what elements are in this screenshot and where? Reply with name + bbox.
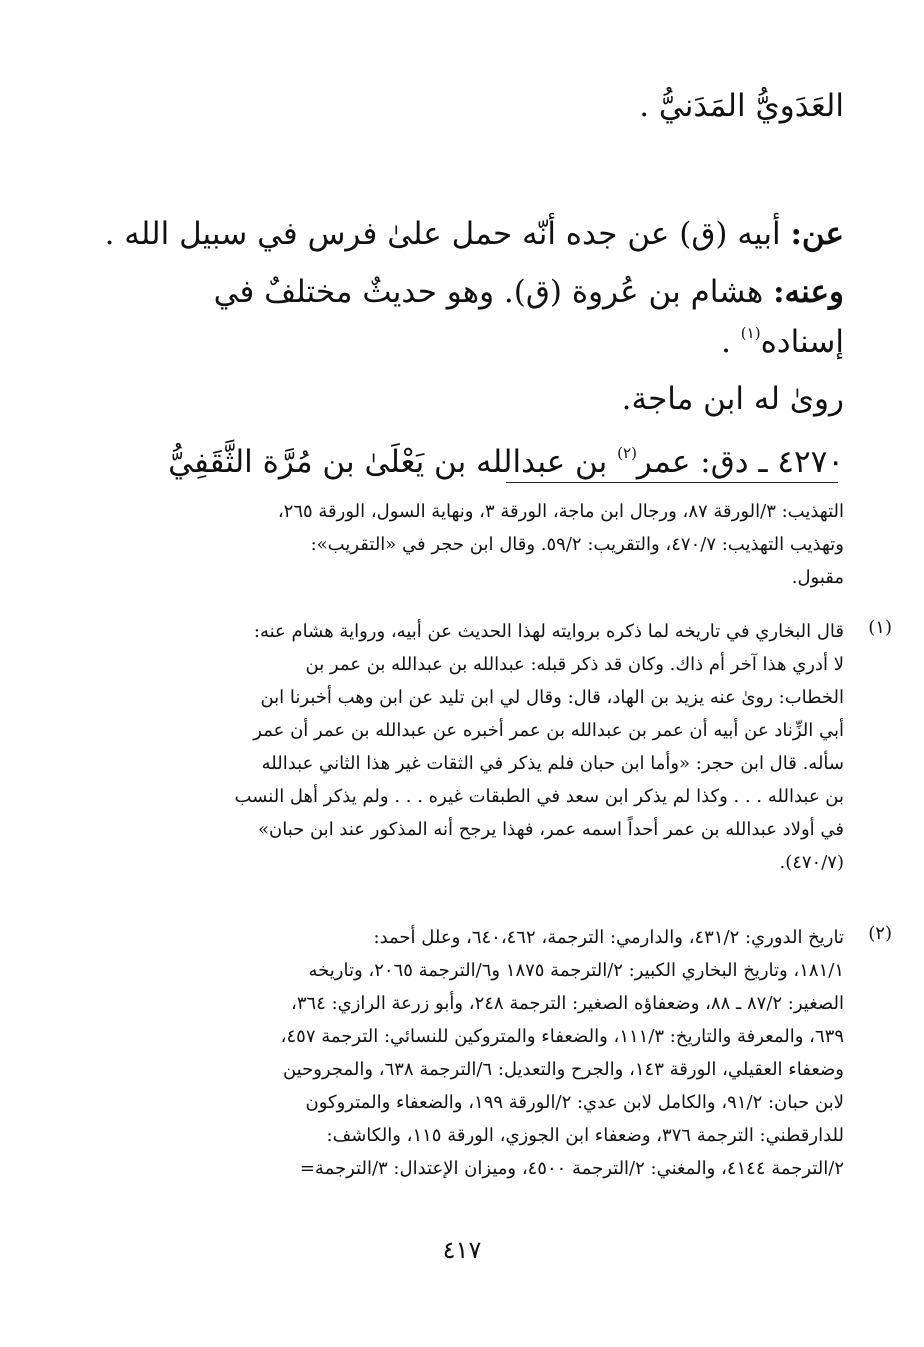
footnote-1-line: الخطاب: روىٰ عنه يزيد بن الهاد، قال: وقال لي ابن تليد عن ابن وهب أخبرنا ابن xyxy=(260,687,844,708)
footnote-cont-line: التهذيب: ٣/الورقة ٨٧، ورجال ابن ماجة، الورقة ٣، ونهاية السول، الورقة ٢٦٥، xyxy=(277,501,844,522)
footnote-2-line: تاريخ الدوري: ٤٣١/٢، والدارمي: الترجمة، ٦٤٠،٤٦٢، وعلل أحمد: xyxy=(373,927,844,948)
footnote-1-line: قال البخاري في تاريخه لما ذكره بروايته لهذا الحديث عن أبيه، ورواية هشام عنه: xyxy=(253,621,844,642)
an-label: عن: xyxy=(790,216,844,252)
entry-heading-4270: ٤٢٧٠ ـ دق: عمر$^{(٢)}$ بن عبدالله بن يَعْلَىٰ بن مُرَّة الثَّقَفِيُّ xyxy=(168,444,844,480)
footnote-divider xyxy=(506,482,838,483)
anhu-label: وعنه: xyxy=(773,274,844,310)
narrated-by-line: رویٰ له ابن ماجة. xyxy=(621,381,844,417)
footnote-cont-line: مقبول. xyxy=(791,567,844,588)
footnote-ref-2[interactable]: (٢) xyxy=(617,444,637,462)
footnote-1-line: أبي الزِّناد عن أبيه أن عمر بن عبدالله بن عمر أخبره عن عبدالله بن عمر أن عمر xyxy=(253,720,844,741)
footnote-2-line: وضعفاء العقيلي، الورقة ١٤٣، والجرح والتعديل: ٦/الترجمة ٦٣٨، والمجروحين xyxy=(282,1059,844,1080)
footnote-2-line: ٦٣٩، والمعرفة والتاريخ: ١١١/٣، والضعفاء والمتروكين للنسائي: الترجمة ٤٥٧، xyxy=(280,1026,844,1047)
isnad-line: إسناده$^{(١)}$ . xyxy=(721,324,844,360)
footnote-number-1: (١) xyxy=(868,617,892,638)
narrators-line: وعنه: هشام بن عُروة (ق). وهو حديثٌ مختلفٌ في xyxy=(213,274,844,310)
footnote-2-line: للدارقطني: الترجمة ٣٧٦، وضعفاء ابن الجوزي، الورقة ١١٥، والكاشف: xyxy=(326,1125,844,1146)
footnote-cont-line: وتهذيب التهذيب: ٤٧٠/٧، والتقريب: ٥٩/٢. وقال ابن حجر في «التقريب»: xyxy=(310,534,844,555)
heading-line-1: العَدَويُّ المَدَنيُّ . xyxy=(639,88,844,124)
page-number: ٤١٧ xyxy=(442,1236,482,1264)
narrated-from-line: عن: أبيه (ق) عن جده أنّه حمل علىٰ فرس في سبيل الله . xyxy=(104,216,844,252)
footnote-2-line: ٢/الترجمة ٤١٤٤، والمغني: ٢/الترجمة ٤٥٠٠، وميزان الإعتدال: ٣/الترجمة= xyxy=(299,1158,844,1179)
footnote-ref-1[interactable]: (١) xyxy=(740,324,761,342)
footnote-1-line: (٤٧٠/٧). xyxy=(779,852,844,873)
footnote-1-line: في أولاد عبدالله بن عمر أحداً اسمه عمر، فهذا يرجح أنه المذكور عند ابن حبان» xyxy=(257,819,844,840)
footnote-2-line: ١٨١/١، وتاريخ البخاري الكبير: ٢/الترجمة ١٨٧٥ و٦/الترجمة ٢٠٦٥، وتاريخه xyxy=(308,960,844,981)
footnote-2-line: الصغير: ٨٧/٢ ـ ٨٨، وضعفاؤه الصغير: الترجمة ٢٤٨، وأبو زرعة الرازي: ٣٦٤، xyxy=(291,993,844,1014)
footnote-1-line: لا أدري هذا آخر أم ذاك. وكان قد ذكر قبله: عبدالله بن عبدالله بن عمر بن xyxy=(305,654,844,675)
footnote-1-line: سأله. قال ابن حجر: «وأما ابن حبان فلم يذكر في الثقات غير هذا الثاني عبدالله xyxy=(261,753,844,774)
footnote-1-line: بن عبدالله . . . وكذا لم يذكر ابن سعد في الطبقات غيره . . . ولم يذكر أهل النسب xyxy=(234,786,844,807)
footnote-number-2: (٢) xyxy=(868,923,892,944)
footnote-2-line: لابن حبان: ٩١/٢، والكامل لابن عدي: ٢/الورقة ١٩٩، والضعفاء والمتروكون xyxy=(305,1092,844,1113)
